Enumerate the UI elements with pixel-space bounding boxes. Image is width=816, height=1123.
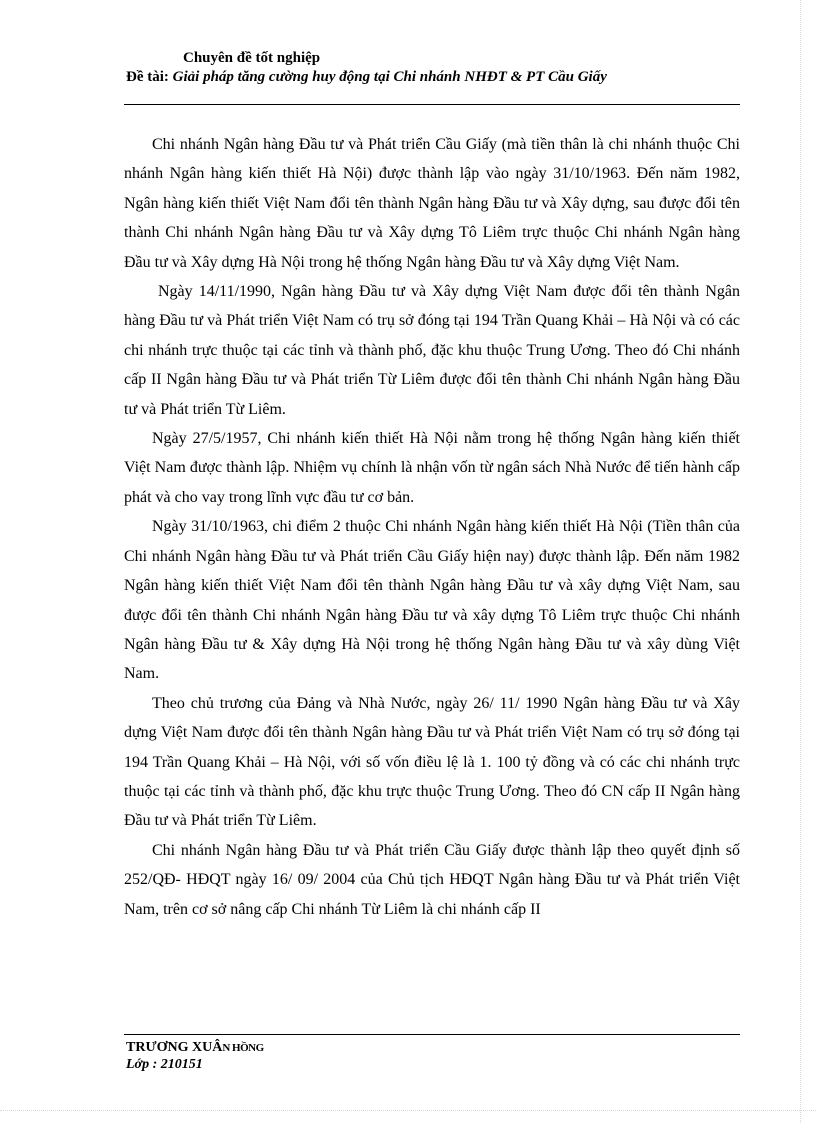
subtitle: Chuyên đề tốt nghiệp — [183, 50, 321, 66]
paragraph: Ngày 27/5/1957, Chi nhánh kiến thiết Hà Nội nằm trong hệ thống Ngân hàng kiến thiết Việt Nam được thành lập. Nhiệm vụ chính là nhận vốn từ ngân sách Nhà Nước để tiến hành cấp phát và cho vay trong lĩnh vực đầu tư cơ bản. — [124, 430, 740, 506]
topic-line — [126, 69, 607, 86]
body-text — [124, 130, 740, 924]
author-name-tail: N HỒNG — [222, 1042, 264, 1054]
author-name — [126, 1040, 264, 1056]
paragraph: Ngày 31/10/1963, chi điểm 2 thuộc Chi nhánh Ngân hàng kiến thiết Hà Nội (Tiền thân của Chi nhánh Ngân hàng Đầu tư và Phát triển Cầu Giấy hiện nay) được thành lập. Đến năm 1982 Ngân hàng kiến thiết Việt Nam đổi tên thành Ngân hàng Đầu tư và xây dựng Việt Nam, sau được đổi tên thành Chi nhánh Ngân hàng Đầu tư và xây dựng Tô Liêm trực thuộc Chi nhánh Ngân hàng Đầu tư & Xây dựng Hà Nội trong hệ thống Ngân hàng Đầu tư và xây dùng Việt Nam. — [124, 518, 740, 683]
topic-label: Đề tài: — [126, 69, 169, 85]
footer-divider — [124, 1034, 740, 1035]
paragraph: Theo chủ trương của Đảng và Nhà Nước, ngày 26/ 11/ 1990 Ngân hàng Đầu tư và Xây dựng Việt Nam được đổi tên thành Ngân hàng Đầu tư và Phát triển Việt Nam có trụ sở đóng tại 194 Trần Quang Khải – Hà Nội, với số vốn điều lệ là 1. 100 tỷ đồng và có các chi nhánh trực thuộc tại các tỉnh và thành phố, đặc khu trực thuộc Trung Ương. Theo đó CN cấp II Ngân hàng Đầu tư và Phát triển Từ Liêm. — [124, 694, 740, 830]
paragraph: Ngày 14/11/1990, Ngân hàng Đầu tư và Xây dựng Việt Nam được đổi tên thành Ngân hàng Đầu tư và Phát triển Việt Nam có trụ sở đóng tại 194 Trần Quang Khải – Hà Nội và có các chi nhánh trực thuộc tại các tỉnh và thành phố, đặc khu thuộc Trung Ương. Theo đó Chi nhánh cấp II Ngân hàng Đầu tư và Phát triển Từ Liêm được đổi tên thành Chi nhánh Ngân hàng Đầu tư và Phát triển Từ Liêm. — [124, 283, 740, 418]
author-name-main: TRƯƠNG XUÂ — [126, 1040, 223, 1055]
page-edge-vertical — [800, 0, 801, 1123]
paragraph: Chi nhánh Ngân hàng Đầu tư và Phát triển Cầu Giấy (mà tiền thân là chi nhánh thuộc Chi nhánh Ngân hàng kiến thiết Hà Nội) được thành lập vào ngày 31/10/1963. Đến năm 1982, Ngân hàng kiến thiết Việt Nam đổi tên thành Ngân hàng Đầu tư và Xây dựng, sau được đổi tên thành Chi nhánh Ngân hàng Đầu tư và Xây dựng Tô Liêm trực thuộc Chi nhánh Ngân hàng Đầu tư và Xây dựng Hà Nội trong hệ thống Ngân hàng Đầu tư và Xây dựng Việt Nam. — [124, 136, 740, 271]
class-line: Lớp : 210151 — [126, 1057, 203, 1072]
page-edge-horizontal — [0, 1110, 816, 1111]
header-divider — [124, 104, 740, 105]
topic-title: Giải pháp tăng cường huy động tại Chi nhánh NHĐT & PT Cầu Giấy — [172, 69, 607, 85]
paragraph: Chi nhánh Ngân hàng Đầu tư và Phát triển Cầu Giấy được thành lập theo quyết định số 252/QĐ- HĐQT ngày 16/ 09/ 2004 của Chủ tịch HĐQT Ngân hàng Đầu tư và Phát triển Việt Nam, trên cơ sở nâng cấp Chi nhánh Từ Liêm là chi nhánh cấp II — [124, 841, 740, 918]
